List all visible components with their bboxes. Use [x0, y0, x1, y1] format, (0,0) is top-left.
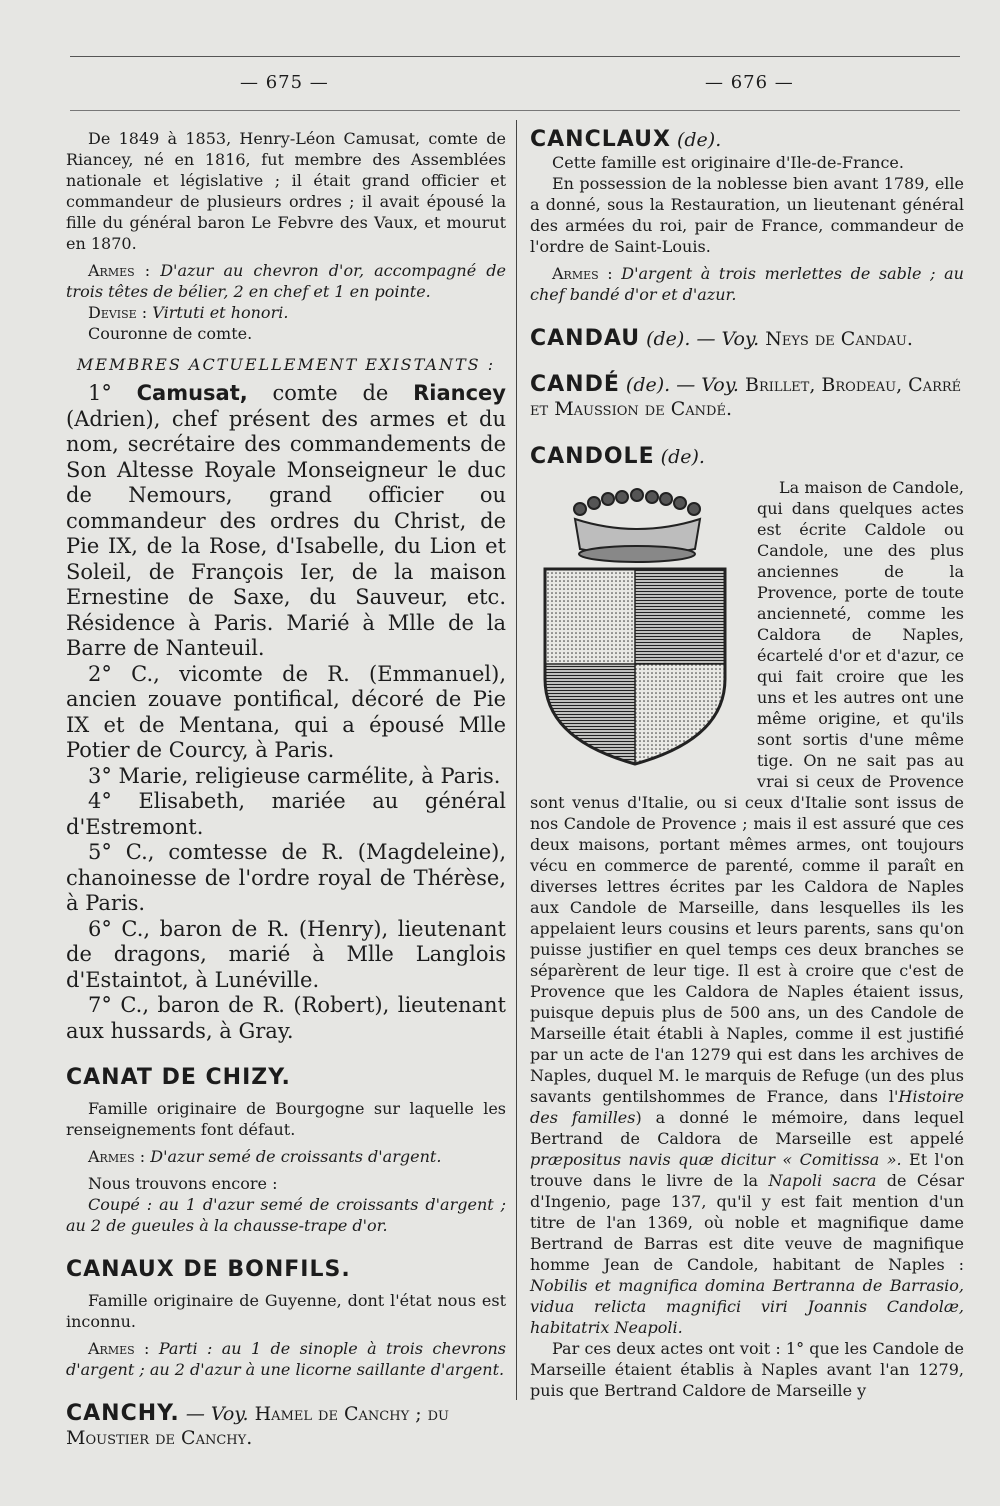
candole-coat-of-arms-icon — [530, 479, 745, 779]
candau-voy: — Voy. — [696, 328, 760, 350]
candole-latin1: præpositus navis quæ dicitur « Comitissa ». — [530, 1150, 902, 1169]
canclaux-de: (de). — [676, 129, 722, 151]
candole-napoli: Napoli sacra — [768, 1171, 877, 1190]
member-5: 5° C., comtesse de R. (Magdeleine), chanoinesse de l'ordre royal de Thérèse, à Paris. — [66, 840, 506, 915]
member-1-rest: (Adrien), chef présent des armes et du nom, secrétaire des commandements de Son Altesse Royale Monseigneur le duc de Nemours, grand officier ou commandeur des ordres du Christ, de Pie IX, de la Rose, d'Isabelle, du Lion et Soleil, de François Ier, de la maison Ernestine de Saxe, du Sauveur, etc. Résidence à Paris. Marié à Mlle de la Barre de Nanteuil. — [66, 406, 506, 660]
riancey-intro: De 1849 à 1853, Henry-Léon Camusat, comte de Riancey, né en 1816, fut membre des Assemblées nationale et législative ; il était grand officier et commandeur de plusieurs ordres ; il avait épousé la fille du général baron Le Febvre des Vaux, et mourut en 1870. — [66, 129, 506, 253]
member-2: 2° C., vicomte de R. (Emmanuel), ancien zouave pontifical, décoré de Pie IX et de Mentana, qui a épousé Mlle Potier de Courcy, à Paris. — [66, 661, 506, 762]
cande-voy: — Voy. — [676, 374, 739, 396]
canchy-ref: Hamel de Canchy ; du Moustier de Canchy. — [66, 1403, 450, 1449]
canat-coupe: Coupé : au 1 d'azur semé de croissants d'argent ; au 2 de gueules à la chausse-trape d'or. — [66, 1195, 506, 1235]
canat-arms — [66, 1146, 506, 1167]
cande-entry — [530, 373, 964, 421]
cande-title: CANDÉ — [530, 372, 620, 397]
arms-label: Armes : — [88, 261, 151, 280]
candole-p1c: Et l'on trouve dans le livre de la — [530, 1150, 965, 1190]
canaux-arms — [66, 1338, 506, 1380]
candole-p1: La maison de Candole, qui dans quelques actes est écrite Caldole ou Candole, une des plus anciennes de la Provence, porte de toute ancienneté, comme les Caldora de Naples, écartelé d'or et d'azur, ce qui fait croire que les uns et les autres ont une même origine, et qu'ils sont sortis d'une même tige. On ne sait pas au vrai si ceux de Provence sont venus d'Italie, ou si ceux d'Italie sont issus de nos Candole de Provence ; mais il est assuré que ces deux maisons, portant mêmes armes, ont toujours vécu en commerce de parenté, comme il paraît en diverses lettres écrites par les Caldora de Naples aux Candole de Marseille, dans lesquelles ils les appelaient leurs cousins et leurs parents, sans qu'on puisse justifier en quel temps ces deux branches se séparèrent de leur tige. Il est à croire que c'est de Provence que les Caldora de Naples étaient issus, puisque depuis plus de 500 ans, un des Candole de Marseille était établi à Naples, comme il est justifié par un acte de l'an 1279 qui est dans les archives de Naples, duquel M. le marquis de Refuge (un des plus savants gentilshommes de France, dans l' — [530, 478, 964, 1106]
canclaux-p2: En possession de la noblesse bien avant 1789, elle a donné, sous la Restauration, un lieutenant général des armées du roi, pair de France, commandeur de l'ordre de Saint-Louis. — [530, 174, 964, 256]
arms-text: D'azur au chevron d'or, accompagné de trois têtes de bélier, 2 en chef et 1 en pointe. — [66, 261, 506, 301]
right-column — [530, 128, 964, 1401]
canat-arms-text: D'azur semé de croissants d'argent. — [150, 1147, 442, 1166]
column-divider — [516, 120, 517, 1400]
candole-latin2: Nobilis et magnifica domina Bertranna de Barrasio, vidua relicta magnifici viri Joannis Candolæ, habitatrix Neapoli. — [530, 1276, 964, 1337]
right-page-number: — 676 — — [705, 72, 794, 93]
candole-title: CANDOLE — [530, 444, 655, 469]
top-rule — [70, 56, 960, 57]
canchy-voy: — Voy. — [185, 1403, 249, 1425]
cande-de: (de). — [625, 374, 671, 396]
candau-de: (de). — [646, 328, 691, 350]
canaux-text: Famille originaire de Guyenne, dont l'état nous est inconnu. — [66, 1291, 506, 1331]
member-4: 4° Elisabeth, mariée au général d'Estremont. — [66, 789, 506, 839]
candole-body — [530, 477, 964, 1401]
candau-title: CANDAU — [530, 326, 641, 351]
header-rule — [70, 110, 960, 111]
candau-entry — [530, 327, 964, 351]
member-1-mid: comte de — [272, 381, 389, 405]
canaux-arms-label: Armes : — [88, 1339, 150, 1358]
canaux-title: CANAUX DE BONFILS. — [66, 1257, 351, 1282]
member-3: 3° Marie, religieuse carmélite, à Paris. — [88, 763, 501, 788]
candole-p1b: ) a donné le mémoire, dans lequel Bertrand de Caldora de Marseille est appelé — [530, 1108, 965, 1148]
candole-p1d: de César d'Ingenio, page 137, qu'il y est fait mention d'un titre de l'an 1369, où noble et magnifique dame Bertrand de Barras est dite veuve de magnifique homme Jean de Candole, habitant de Naples : — [530, 1171, 964, 1274]
canclaux-arms-text: D'argent à trois merlettes de sable ; au chef bandé d'or et d'azur. — [530, 264, 964, 304]
canat-title: CANAT DE CHIZY. — [66, 1065, 291, 1090]
devise-label: Devise : — [88, 303, 148, 322]
candau-ref: Neys de Candau. — [765, 328, 913, 350]
candole-heading — [530, 445, 964, 469]
canclaux-arms-label: Armes : — [552, 264, 613, 283]
left-column — [66, 128, 506, 1450]
member-6: 6° C., baron de R. (Henry), lieutenant de dragons, marié à Mlle Langlois d'Estaintot, à Lunéville. — [66, 916, 506, 992]
riancey-devise — [66, 302, 506, 323]
canclaux-heading — [530, 128, 964, 152]
riancey-arms — [66, 260, 506, 302]
canat-encore: Nous trouvons encore : — [88, 1174, 278, 1193]
riancey-couronne: Couronne de comte. — [88, 324, 253, 343]
canaux-heading — [66, 1258, 506, 1282]
candole-paragraph-2: Par ces deux actes ont voit : 1° que les Candole de Marseille étaient établis à Naples avant l'an 1279, puis que Bertrand Caldore de Marseille y — [530, 1339, 964, 1400]
cande-ref: Brillet, Brodeau, Carré et Maussion de Candé. — [530, 374, 962, 420]
left-page-number: — 675 — — [240, 72, 329, 93]
candole-hist: Histoire des familles — [530, 1087, 964, 1127]
comte-crown-icon — [574, 489, 700, 562]
member-1-name2: Riancey — [413, 381, 506, 405]
canaux-arms-text: Parti : au 1 de sinople à trois chevrons d'argent ; au 2 d'azur à une licorne saillante d'argent. — [66, 1339, 506, 1379]
member-1-num: 1° — [88, 381, 112, 405]
canat-text: Famille originaire de Bourgogne sur laquelle les renseignements font défaut. — [66, 1099, 506, 1139]
candole-de: (de). — [660, 446, 705, 468]
canat-heading — [66, 1066, 506, 1090]
devise-text: Virtuti et honori. — [152, 303, 289, 322]
canclaux-p1: Cette famille est originaire d'Ile-de-France. — [552, 153, 904, 172]
members-title: MEMBRES ACTUELLEMENT EXISTANTS : — [76, 355, 496, 374]
member-1 — [66, 381, 506, 662]
member-7: 7° C., baron de R. (Robert), lieutenant aux hussards, à Gray. — [66, 993, 506, 1043]
canchy-title: CANCHY. — [66, 1401, 180, 1426]
member-1-name: Camusat, — [136, 381, 248, 405]
canchy-entry — [66, 1402, 506, 1450]
canclaux-title: CANCLAUX — [530, 127, 671, 152]
canclaux-arms — [530, 263, 964, 305]
canat-arms-label: Armes : — [88, 1147, 146, 1166]
